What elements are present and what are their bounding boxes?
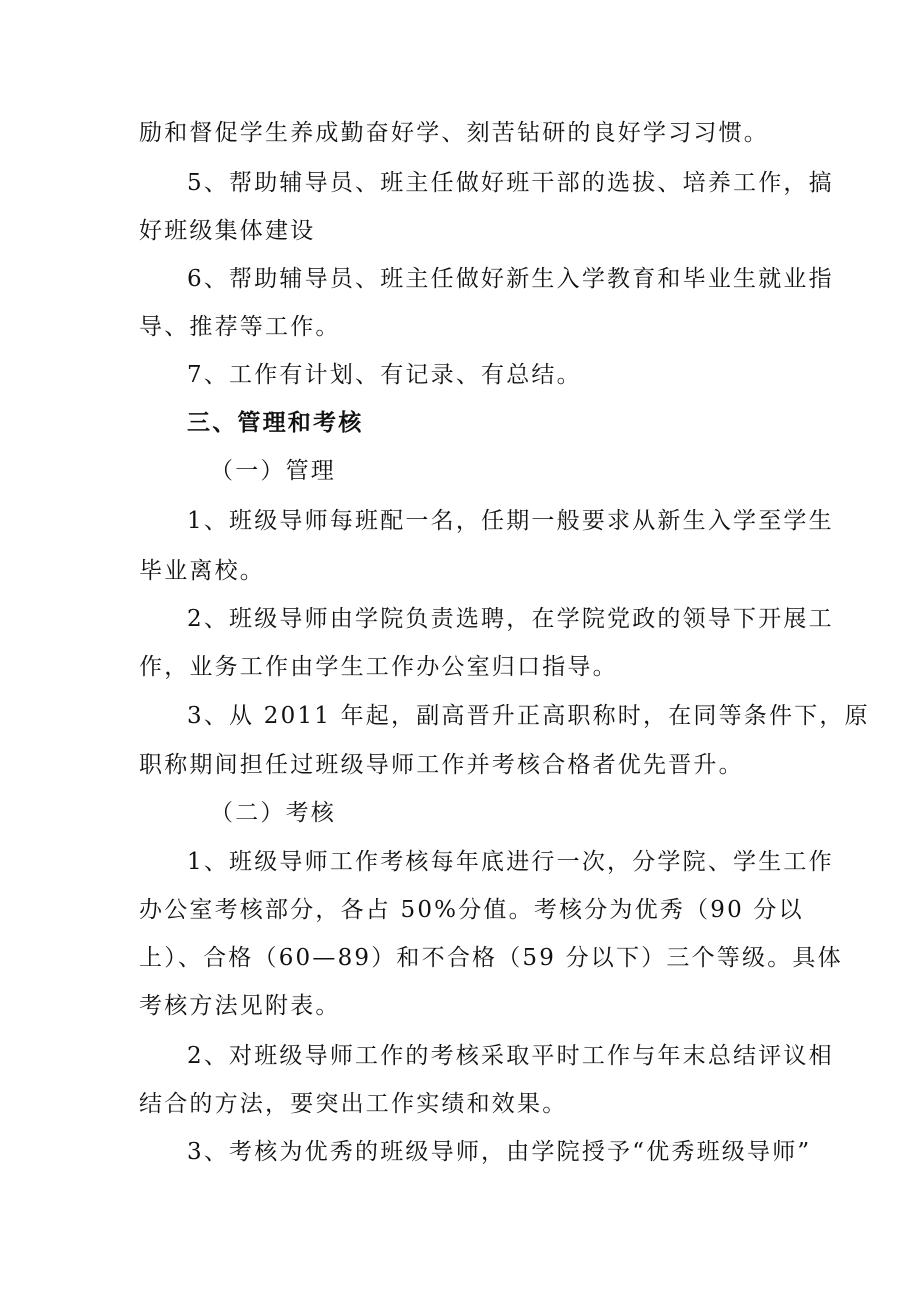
subsection-heading: （二）考核 <box>210 800 336 826</box>
paragraph-line: 2、班级导师由学院负责选聘，在学院党政的领导下开展工 <box>187 606 834 632</box>
paragraph-line: 5、帮助辅导员、班主任做好班干部的选拔、培养工作，搞 <box>187 170 834 196</box>
paragraph-line: 3、考核为优秀的班级导师，由学院授予“优秀班级导师” <box>187 1139 812 1165</box>
paragraph-line: 6、帮助辅导员、班主任做好新生入学教育和毕业生就业指 <box>187 266 834 292</box>
paragraph-line: 好班级集体建设 <box>139 218 316 244</box>
paragraph-line: 毕业离校。 <box>139 558 265 584</box>
section-heading: 三、管理和考核 <box>187 410 364 436</box>
paragraph-line: 1、班级导师工作考核每年底进行一次，分学院、学生工作 <box>187 849 834 875</box>
paragraph-line: 办公室考核部分，各占 50%分值。考核分为优秀（90 分以 <box>139 897 804 923</box>
paragraph-line: 1、班级导师每班配一名，任期一般要求从新生入学至学生 <box>187 508 834 534</box>
paragraph-line: 结合的方法，要突出工作实绩和效果。 <box>139 1091 568 1117</box>
paragraph-line: 作，业务工作由学生工作办公室归口指导。 <box>139 654 618 680</box>
paragraph-line: 上）、合格（60—89）和不合格（59 分以下）三个等级。具体 <box>139 945 843 971</box>
paragraph-line: 3、从 2011 年起，副高晋升正高职称时，在同等条件下，原 <box>187 703 870 729</box>
subsection-heading: （一）管理 <box>210 458 336 484</box>
paragraph-line: 2、对班级导师工作的考核采取平时工作与年末总结评议相 <box>187 1043 834 1069</box>
paragraph-line: 职称期间担任过班级导师工作并考核合格者优先晋升。 <box>139 752 744 778</box>
paragraph-line: 7、工作有计划、有记录、有总结。 <box>187 362 582 388</box>
paragraph-line: 励和督促学生养成勤奋好学、刻苦钻研的良好学习习惯。 <box>139 120 769 146</box>
paragraph-line: 考核方法见附表。 <box>139 993 341 1019</box>
paragraph-line: 导、推荐等工作。 <box>139 314 341 340</box>
